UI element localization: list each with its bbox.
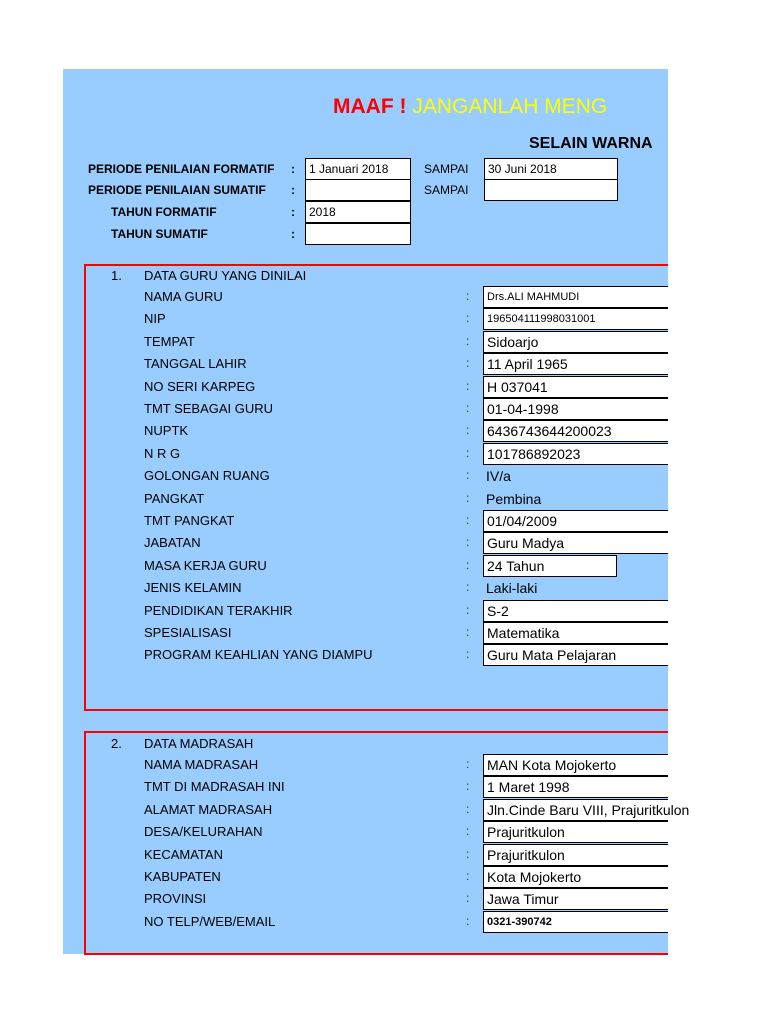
field-label: NO SERI KARPEG xyxy=(144,378,256,394)
sumatif-end-cell[interactable] xyxy=(484,179,618,201)
field-value-cell[interactable]: 6436743644200023 xyxy=(483,420,668,442)
field-value-cell[interactable]: Sidoarjo xyxy=(483,331,668,353)
field-value-cell[interactable]: Prajuritkulon xyxy=(483,821,668,843)
field-colon: : xyxy=(466,913,470,928)
field-value-cell[interactable]: Laki-laki xyxy=(486,580,538,597)
field-colon: : xyxy=(466,468,470,483)
field-label: JENIS KELAMIN xyxy=(144,580,242,596)
field-label: TMT PANGKAT xyxy=(144,513,235,528)
colon: : xyxy=(291,227,295,241)
field-value-cell[interactable]: Jawa Timur xyxy=(483,888,668,910)
field-value-cell[interactable]: 0321-390742 xyxy=(483,911,668,933)
field-colon: : xyxy=(466,580,470,595)
field-label: PROVINSI xyxy=(144,891,207,907)
field-label: PROGRAM KEAHLIAN YANG DIAMPU xyxy=(144,647,373,663)
formatif-start-cell[interactable]: 1 Januari 2018 xyxy=(305,158,411,180)
field-label: TMT SEBAGAI GURU xyxy=(144,401,274,416)
field-colon: : xyxy=(466,824,470,839)
field-value-cell[interactable]: H 037041 xyxy=(483,376,668,398)
field-label: JABATAN xyxy=(144,535,201,551)
field-value-cell[interactable]: Pembina xyxy=(486,490,542,507)
field-colon: : xyxy=(466,378,470,393)
field-colon: : xyxy=(466,356,470,371)
warning-subtitle: SELAIN WARNA xyxy=(529,135,653,152)
sampai-label: SAMPAI xyxy=(424,183,469,197)
field-label: NIP xyxy=(144,311,166,327)
field-colon: : xyxy=(466,846,470,861)
field-colon: : xyxy=(466,602,470,617)
field-value-cell[interactable]: Guru Mata Pelajaran xyxy=(483,644,668,666)
formatif-end-cell[interactable]: 30 Juni 2018 xyxy=(484,158,618,180)
field-colon: : xyxy=(466,891,470,906)
field-colon: : xyxy=(466,869,470,883)
field-value-cell[interactable]: Matematika xyxy=(483,622,668,644)
section2-title: DATA MADRASAH xyxy=(144,736,254,751)
field-value-cell[interactable]: Guru Madya xyxy=(483,532,668,554)
field-colon: : xyxy=(466,513,470,527)
field-colon: : xyxy=(466,289,470,303)
field-colon: : xyxy=(466,423,470,438)
warning-title-red: MAAF ! xyxy=(333,95,407,118)
field-label: NAMA GURU xyxy=(144,289,223,304)
sampai-label: SAMPAI xyxy=(424,162,469,176)
field-label: N R G xyxy=(144,445,181,461)
field-colon: : xyxy=(466,490,470,505)
field-colon: : xyxy=(466,801,470,816)
colon: : xyxy=(291,162,295,176)
field-colon: : xyxy=(466,779,470,794)
field-label: GOLONGAN RUANG xyxy=(144,468,270,484)
section2-number: 2. xyxy=(111,736,122,751)
field-colon: : xyxy=(466,445,470,460)
periode-sumatif-label: PERIODE PENILAIAN SUMATIF xyxy=(88,183,266,197)
field-value-cell[interactable]: MAN Kota Mojokerto xyxy=(483,754,668,776)
sumatif-start-cell[interactable] xyxy=(305,179,411,201)
field-value-cell[interactable]: Prajuritkulon xyxy=(483,844,668,866)
field-value-cell[interactable]: 196504111998031001 xyxy=(483,308,668,330)
field-value-cell[interactable]: S-2 xyxy=(483,600,668,622)
periode-formatif-label: PERIODE PENILAIAN FORMATIF xyxy=(88,162,275,176)
field-value-cell[interactable]: 24 Tahun xyxy=(483,555,617,577)
tahun-sumatif-cell[interactable] xyxy=(305,223,411,245)
field-label: NUPTK xyxy=(144,423,189,439)
colon: : xyxy=(291,183,295,197)
warning-title-yellow: JANGANLAH MENG xyxy=(412,95,608,118)
field-label: PENDIDIKAN TERAKHIR xyxy=(144,602,293,618)
field-value-cell[interactable]: Drs.ALI MAHMUDI xyxy=(483,286,668,308)
field-label: ALAMAT MADRASAH xyxy=(144,801,273,817)
field-label: TMT DI MADRASAH INI xyxy=(144,779,285,795)
warning-title xyxy=(333,95,607,119)
field-label: NAMA MADRASAH xyxy=(144,757,259,772)
field-colon: : xyxy=(466,757,470,771)
section1-title: DATA GURU YANG DINILAI xyxy=(144,268,307,283)
field-label: DESA/KELURAHAN xyxy=(144,824,263,840)
field-value-cell[interactable]: Kota Mojokerto xyxy=(483,866,668,888)
field-value-cell[interactable]: 01/04/2009 xyxy=(483,510,668,532)
field-colon: : xyxy=(466,401,470,415)
tahun-formatif-cell[interactable]: 2018 xyxy=(305,201,411,223)
field-colon: : xyxy=(466,311,470,326)
field-value-cell[interactable]: 1 Maret 1998 xyxy=(483,776,668,798)
field-label: TEMPAT xyxy=(144,333,195,349)
field-label: KECAMATAN xyxy=(144,846,223,862)
tahun-formatif-label: TAHUN FORMATIF xyxy=(111,205,217,219)
section1-number: 1. xyxy=(111,268,122,283)
field-value-cell[interactable]: 11 April 1965 xyxy=(483,353,668,375)
spreadsheet-sheet xyxy=(63,69,690,954)
colon: : xyxy=(291,205,295,219)
field-colon: : xyxy=(466,647,470,662)
field-colon: : xyxy=(466,535,470,550)
field-label: KABUPATEN xyxy=(144,869,221,884)
field-colon: : xyxy=(466,557,470,572)
field-colon: : xyxy=(466,625,470,639)
field-label: PANGKAT xyxy=(144,490,205,506)
field-label: SPESIALISASI xyxy=(144,625,232,640)
field-label: MASA KERJA GURU xyxy=(144,557,267,573)
field-value-cell[interactable]: 101786892023 xyxy=(483,443,668,465)
tahun-sumatif-label: TAHUN SUMATIF xyxy=(111,227,208,241)
field-label: TANGGAL LAHIR xyxy=(144,356,247,372)
field-label: NO TELP/WEB/EMAIL xyxy=(144,913,276,929)
field-colon: : xyxy=(466,333,470,348)
field-value-cell[interactable]: 01-04-1998 xyxy=(483,398,668,420)
field-value-cell[interactable]: Jln.Cinde Baru VIII, Prajuritkulon xyxy=(483,799,668,821)
field-value-cell[interactable]: IV/a xyxy=(486,468,511,485)
